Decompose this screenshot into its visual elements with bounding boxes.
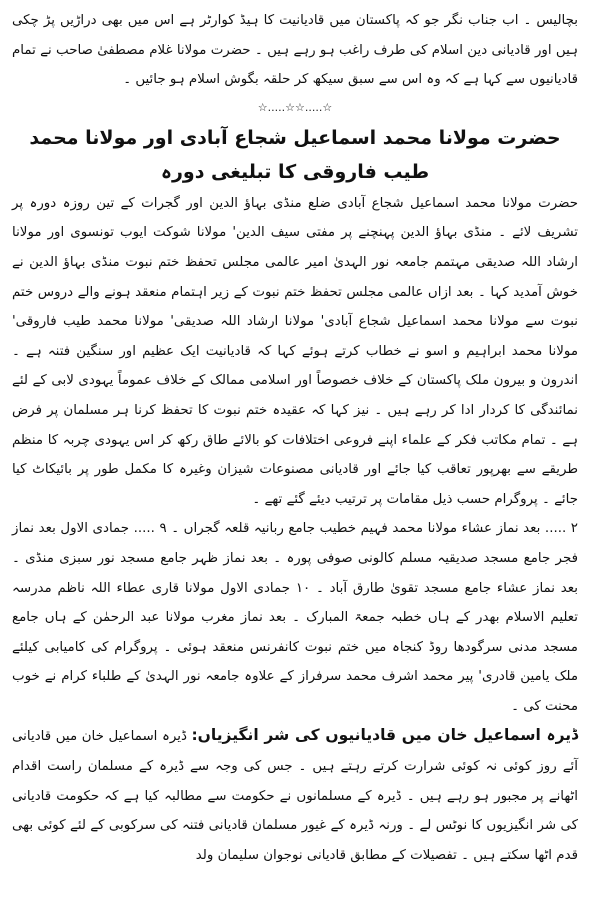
intro-paragraph: بچالیس ۔ اب جناب نگر جو کہ پاکستان میں قادیانیت کا ہیڈ کوارٹر ہے اس میں بھی دراڑیں پڑ چکی ہیں اور قادیانی دین اسلام کی طرف راغب ہو رہے ہیں ۔ حضرت مولانا غلام مصطفیٰ صاحب نے تمام قادیانیوں سے کہا ہے کہ وہ اس سے سبق سیکھ کر حلقہ بگوش اسلام ہو جائیں ۔	[12, 13, 578, 88]
schedule-paragraph: ۲ ..... بعد نماز عشاء مولانا محمد فہیم خطیب جامع ربانیہ قلعہ گجراں ۔ ۹ ..... جمادی الاول بعد نماز فجر جامع مسجد صدیقیہ مسلم کالونی صوفی پورہ ۔ بعد نماز ظہر جامع مسجد نور سبزی منڈی ۔ بعد نماز عشاء جامع مسجد تقویٰ طارق آباد ۔ ۱۰ جمادی الاول مولانا قاری عطاء اللہ ناظم مدرسہ تعلیم الاسلام بھدر کے ہاں خطبہ جمعۃ المبارک ۔ بعد نماز مغرب مولانا عبد الرحمٰن کے ہاں جامع مسجد مدنی سرگودھا روڈ کنجاہ میں ختم نبوت کانفرنس منعقد ہوئی ۔ پروگرام کی کامیابی کیلئے ملک یامین قادری' پیر محمد اشرف محمد سرفراز کے علاوہ جامعہ نور الہدیٰ کے طلباء کرام نے خوب محنت کی ۔	[12, 521, 578, 714]
section-subheading: ڈیرہ اسماعیل خان میں قادیانیوں کی شر انگیزیاں:	[191, 726, 578, 745]
article-heading: حضرت مولانا محمد اسماعیل شجاع آبادی اور مولانا محمد طیب فاروقی کا تبلیغی دورہ	[29, 126, 561, 183]
star-divider: ☆.....☆☆.....☆	[257, 100, 333, 114]
dera-paragraph	[12, 721, 578, 870]
dera-body: ڈیرہ اسماعیل خان میں قادیانی آئے روز کوئی نہ کوئی شرارت کرتے رہتے ہیں ۔ جس کی وجہ سے ڈیرہ کے مسلمان راست اقدام اٹھانے پر مجبور ہو رہے ہیں ۔ ڈیرہ کے مسلمانوں نے حکومت سے مطالبہ کیا ہے کہ حکومت قادیانی کی شر انگیزیوں کا نوٹس لے ۔ ورنہ ڈیرہ کے غیور مسلمان قادیانی فتنہ کی سرکوبی کے لئے کوئی بھی قدم اٹھا سکتے ہیں ۔ تفصیلات کے مطابق قادیانی نوجوان سلیمان ولد	[12, 729, 578, 863]
tour-paragraph: حضرت مولانا محمد اسماعیل شجاع آبادی ضلع منڈی بہاؤ الدین اور گجرات کے تین روزہ دورہ پر تشریف لائے ۔ منڈی بہاؤ الدین پہنچنے پر مفتی سیف الدین' مولانا شوکت ایوب تونسوی اور مولانا ارشاد اللہ صدیقی مہتمم جامعہ نور الہدیٰ امیر عالمی مجلس تحفظ ختم نبوت منڈی بہاؤ الدین نے خوش آمدید کہا ۔ بعد ازاں عالمی مجلس تحفظ ختم نبوت کے زیر اہتمام منعقد ہونے والے دروس ختم نبوت سے مولانا محمد اسماعیل شجاع آبادی' مولانا ارشاد اللہ صدیقی' مولانا محمد طیب فاروقی' مولانا محمد ابراہیم و اسو نے خطاب کرتے ہوئے کہا کہ قادیانیت ایک عظیم اور سنگین فتنہ ہے ۔ اندرون و بیرون ملک پاکستان کے خلاف خصوصاً اور اسلامی ممالک کے خلاف عموماً یہودی لابی کے لئے نمائندگی کا کردار ادا کر رہے ہیں ۔ نیز کہا کہ عقیدہ ختم نبوت کا تحفظ کرنا ہر مسلمان پر فرض ہے ۔ تمام مکاتب فکر کے علماء اپنے فروعی اختلافات کو بالائے طاق رکھ کر اس یہودی چربہ کا منظم طریقے سے بھرپور تعاقب کیا جائے اور قادیانی مصنوعات شیزان وغیرہ کا مکمل طور پر بائیکاٹ کیا جائے ۔ پروگرام حسب ذیل مقامات پر ترتیب دیئے گئے تھے ۔	[12, 195, 578, 507]
